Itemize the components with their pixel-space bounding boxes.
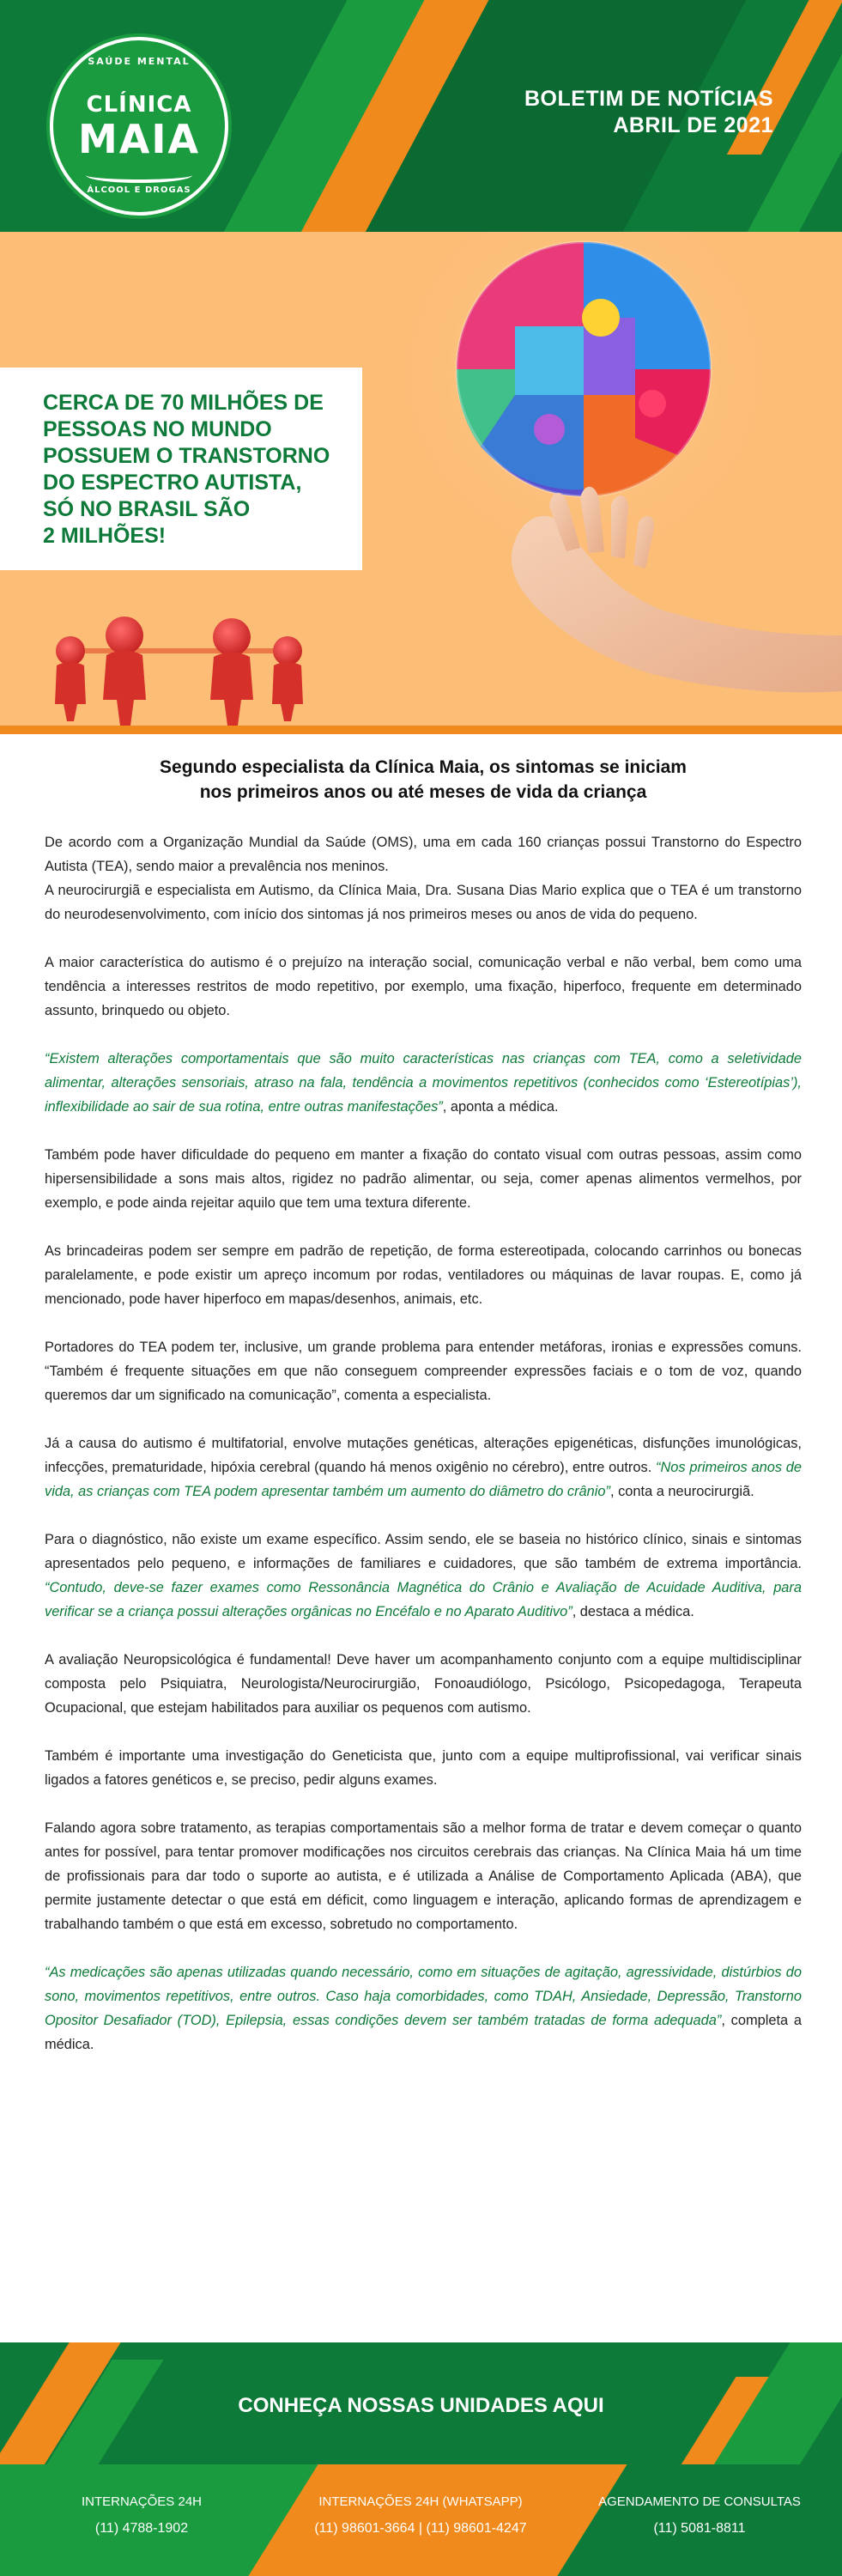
newsletter-footer [0,2342,842,2576]
article-paragraph [45,1744,802,1792]
contact-label: INTERNAÇÕES 24H [81,2494,203,2509]
article-paragraph [45,1960,802,2057]
article-paragraph [45,830,802,878]
hero-divider [0,726,842,734]
contact-phone[interactable]: (11) 5081-8811 [653,2521,746,2536]
article-paragraph [45,1528,802,1624]
paragraph-text: , completa a médica. [45,2013,802,2052]
article-body [45,751,802,2081]
clinic-logo[interactable] [50,37,228,216]
hero-headline-line: SÓ NO BRASIL SÃO [43,497,251,521]
contact-phone[interactable]: (11) 4788-1902 [94,2521,189,2536]
newsletter-header [0,0,842,232]
hero-headline-line: POSSUEM O TRANSTORNO [43,444,330,468]
contact-label: AGENDAMENTO DE CONSULTAS [598,2494,801,2509]
article-subtitle-line1: Segundo especialista da Clínica Maia, os sintomas se iniciam [160,757,687,777]
hero-headline-line: 2 MILHÕES! [43,524,167,548]
logo-name-line1: CLÍNICA [86,92,192,118]
paragraph-text: Para o diagnóstico, não existe um exame específico. Assim sendo, ele se baseia no histórico clínico, sinais e sintomas apresentados pelo pequeno, e informações de familiares e cuidadores, que são também de extrema importância. [45,1532,802,1571]
logo-ring-top: SAÚDE MENTAL [88,56,191,67]
article-paragraph [45,878,802,927]
contact-whatsapp[interactable] [283,2494,558,2537]
paragraph-text: Também pode haver dificuldade do pequeno em manter a fixação do contato visual com outras pessoas, assim como hipersensibilidade a sons mais altos, rigidez no padrão alimentar, ou seja, comer apenas alimentos vermelhos, por exemplo, e pode ainda rejeitar aquilo que tem uma textura diferente. [45,1147,802,1211]
article-paragraph [45,1239,802,1311]
newsletter-title [524,86,773,139]
doctor-quote: “Contudo, deve-se fazer exames como Ressonância Magnética do Crânio e Avaliação de Acuidade Auditiva, para verificar se a criança possui alterações orgânicas no Encéfalo e no Aparato Auditivo” [45,1580,802,1619]
article-paragraph [45,951,802,1023]
logo-name-line2: MAIA [77,116,201,162]
paragraph-text: Portadores do TEA podem ter, inclusive, um grande problema para entender metáforas, ironias e expressões comuns. “Também é frequente situações em que não conseguem compreender expressões faciais e o tom de voz, quando queremos dar um significado na comunicação”, comenta a especialista. [45,1340,802,1403]
article-paragraph [45,1648,802,1720]
paragraph-text: A neurocirurgiã e especialista em Autismo, da Clínica Maia, Dra. Susana Dias Mario explica que o TEA é um transtorno do neurodesenvolvimento, com início dos sintomas já nos primeiros meses ou anos de vida do pequeno. [45,883,802,922]
article-paragraph [45,1047,802,1119]
hero-headline-line: PESSOAS NO MUNDO [43,417,272,441]
doctor-quote: “As medicações são apenas utilizadas quando necessário, como em situações de agitação, agressividade, distúrbios do sono, movimentos repetitivos, entre outros. Caso haja comorbidades, como TDAH, Ansiedade, Depressão, Transtorno Opositor Desafiador (TOD), Epilepsia, essas condições devem ser também tratadas de forma adequada” [45,1965,802,2028]
paragraph-text: Já a causa do autismo é multifatorial, envolve mutações genéticas, alterações epigenéticas, disfunções imunológicas, infecções, prematuridade, hipóxia cerebral (quando há menos oxigênio no cérebro), entre outros. [45,1436,802,1475]
paragraph-text: Também é importante uma investigação do Geneticista que, junto com a equipe multiprofissional, vai verificar sinais ligados a fatores genéticos e, se preciso, pedir alguns exames. [45,1748,802,1788]
paragraph-text: As brincadeiras podem ser sempre em padrão de repetição, de forma estereotipada, colocando carrinhos ou bonecas paralelamente, e pode existir um apreço incomum por rodas, ventiladores ou máquinas de lavar roupas. E, como já mencionado, pode haver hiperfoco em mapas/desenhos, animais, etc. [45,1243,802,1307]
paragraph-text: De acordo com a Organização Mundial da Saúde (OMS), uma em cada 160 crianças possui Transtorno do Espectro Autista (TEA), sendo maior a prevalência nos meninos. [45,835,802,874]
article-paragraph [45,1431,802,1504]
hero-headline-line: DO ESPECTRO AUTISTA, [43,471,302,495]
article-subtitle-line2: nos primeiros anos ou até meses de vida da criança [199,782,647,802]
article-subtitle [45,755,802,805]
contact-agendamento[interactable] [584,2494,815,2537]
article-paragraph [45,1143,802,1215]
contact-label: INTERNAÇÕES 24H (WHATSAPP) [318,2494,523,2509]
article-paragraph [45,1816,802,1936]
paragraph-text: Falando agora sobre tratamento, as terapias comportamentais são a melhor forma de tratar e devem começar o quanto antes for possível, para tentar promover modificações nos circuitos cerebrais das crianças. Na Clínica Maia há um time de profissionais para dar todo o suporte ao autista, e é utilizada a Análise de Comportamento Aplicada (ABA), que permite justamente detectar o que está em déficit, como linguagem e interação, aplicando formas de aprendizagem e trabalhando também o que está em excesso, sobretudo no comportamento. [45,1820,802,1932]
newsletter-date: ABRIL DE 2021 [613,113,773,137]
logo-swoosh-icon [86,167,192,183]
doctor-quote: “Nos primeiros anos de vida, as crianças com TEA podem apresentar também um aumento do diâmetro do crânio” [45,1460,802,1499]
paragraph-text: A avaliação Neuropsicológica é fundamental! Deve haver um acompanhamento conjunto com a equipe multidisciplinar composta pelo Psiquiatra, Neurologista/Neurocirurgião, Fonoaudiólogo, Psicólogo, Psicopedagoga, Terapeuta Ocupacional, que estejam habilitados para auxiliar os pequenos com autismo. [45,1652,802,1716]
paragraph-text: , destaca a médica. [572,1604,694,1619]
logo-ring-bottom: ÁLCOOL E DROGAS [87,185,191,195]
contact-internacoes[interactable] [47,2494,236,2537]
article-paragraph [45,1335,802,1407]
contact-phone[interactable]: (11) 98601-3664 | (11) 98601-4247 [314,2521,527,2536]
paragraph-text: A maior característica do autismo é o prejuízo na interação social, comunicação verbal e não verbal, bem como uma tendência a interesses restritos de modo repetitivo, por exemplo, uma fixação, hiperfoco, frequente em determinado assunto, brinquedo ou objeto. [45,955,802,1018]
hero-headline-line: CERCA DE 70 MILHÕES DE [43,391,324,415]
hero-headline [43,390,330,550]
hero-headline-box [0,368,362,570]
doctor-quote: “Existem alterações comportamentais que são muito características nas crianças com TEA, como a seletividade alimentar, alterações sensoriais, atraso na fala, tendência a movimentos repetitivos (conhecidos como ‘Estereotípias’), inflexibilidade ao sair de sua rotina, entre outras manifestações” [45,1051,802,1115]
paragraph-text: , aponta a médica. [442,1099,559,1115]
puzzle-globe-icon [457,242,711,496]
paragraph-text: , conta a neurocirurgiã. [609,1484,754,1499]
units-link[interactable]: CONHEÇA NOSSAS UNIDADES AQUI [238,2394,604,2417]
newsletter-title-line1: BOLETIM DE NOTÍCIAS [524,87,773,111]
hero-banner [0,232,842,726]
